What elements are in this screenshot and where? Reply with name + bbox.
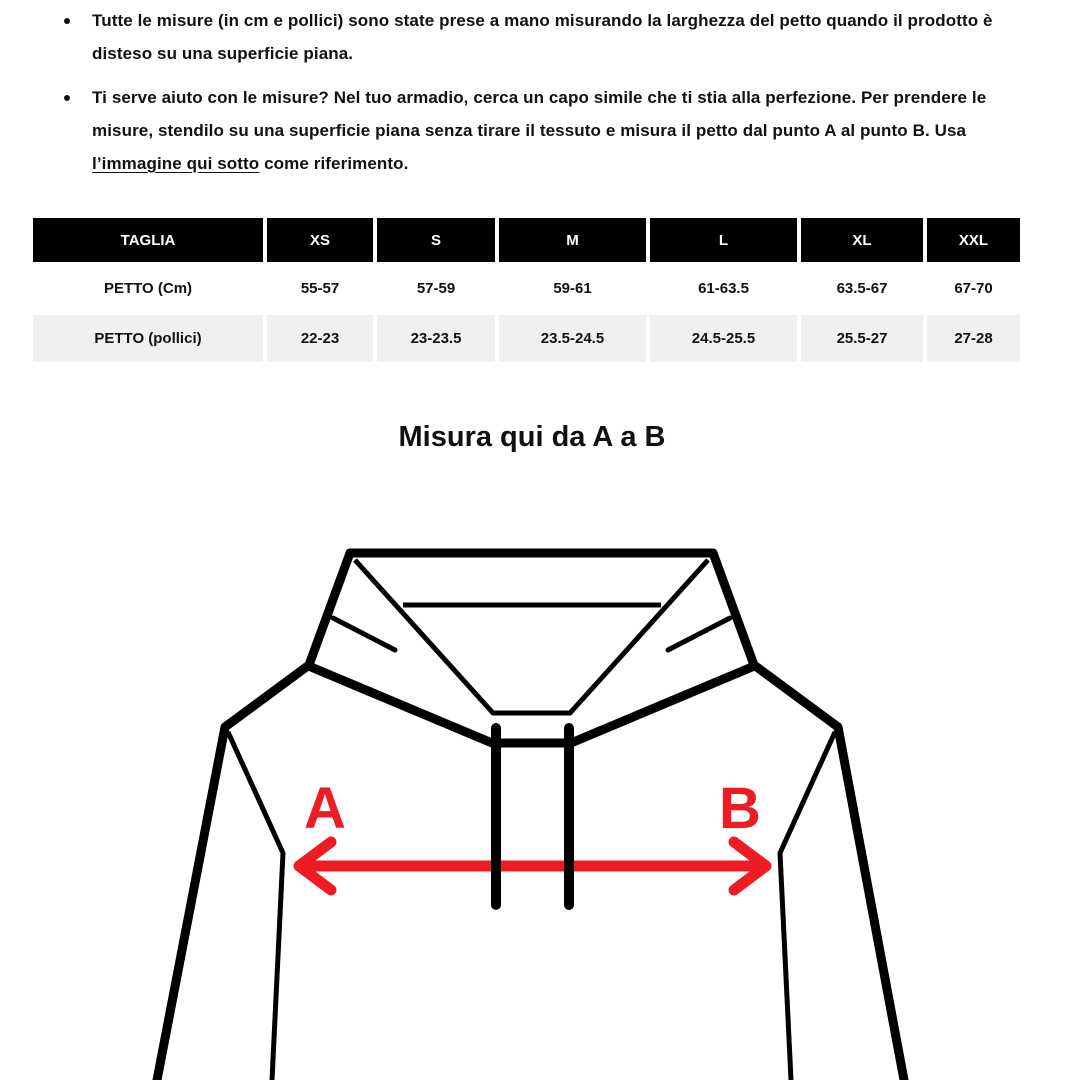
header-cell-l: L: [650, 218, 797, 262]
hood-fold-left: [333, 618, 395, 650]
row-label: PETTO (Cm): [33, 265, 263, 312]
header-cell-m: M: [499, 218, 646, 262]
point-a-label: A: [304, 776, 346, 841]
table-cell: 61-63.5: [650, 265, 797, 312]
table-cell: 22-23: [267, 315, 373, 362]
table-cell: 24.5-25.5: [650, 315, 797, 362]
hoodie-neckline: [311, 667, 752, 743]
hoodie-measure-diagram: [0, 460, 1080, 1080]
table-cell: 55-57: [267, 265, 373, 312]
table-cell: 25.5-27: [801, 315, 923, 362]
measure-note-all-sizes: [60, 4, 1012, 70]
size-table: [29, 215, 1024, 365]
header-cell-xl: XL: [801, 218, 923, 262]
table-row-chest-cm: [33, 265, 1020, 312]
table-cell: 23-23.5: [377, 315, 495, 362]
table-cell: 27-28: [927, 315, 1020, 362]
measure-note-text: Tutte le misure (in cm e pollici) sono state prese a mano misurando la larghezza del petto quando il prodotto è disteso su una superficie piana.: [92, 11, 993, 63]
table-cell: 57-59: [377, 265, 495, 312]
header-cell-taglia: TAGLIA: [33, 218, 263, 262]
measure-notes: [60, 4, 1012, 191]
table-cell: 67-70: [927, 265, 1020, 312]
table-row-chest-inches: [33, 315, 1020, 362]
hood-fold-right: [668, 618, 730, 650]
image-below-link[interactable]: l’immagine qui sotto: [92, 154, 260, 173]
row-label: PETTO (pollici): [33, 315, 263, 362]
point-b-label: B: [719, 776, 761, 841]
bullet-icon: [64, 18, 70, 24]
diagram-title: Misura qui da A a B: [398, 421, 666, 453]
measure-note-text: [92, 81, 1012, 180]
table-cell: 59-61: [499, 265, 646, 312]
body-seam-left: [228, 732, 283, 1080]
size-table-header-row: [33, 218, 1020, 262]
table-cell: 23.5-24.5: [499, 315, 646, 362]
measure-note-help: [60, 81, 1012, 180]
header-cell-xxl: XXL: [927, 218, 1020, 262]
header-cell-s: S: [377, 218, 495, 262]
bullet-icon: [64, 95, 70, 101]
table-cell: 63.5-67: [801, 265, 923, 312]
hood-opening: [355, 560, 708, 713]
header-cell-xs: XS: [267, 218, 373, 262]
note-help-post: come riferimento.: [259, 154, 409, 173]
note-help-pre: Ti serve aiuto con le misure? Nel tuo armadio, cerca un capo simile che ti stia alla perfezione. Per prendere le misure, stendilo su una superficie piana senza tirare il tessuto e misura il petto dal punto A al punto B. Usa: [92, 88, 987, 140]
measure-arrow: [299, 842, 766, 890]
body-seam-right: [780, 732, 835, 1080]
